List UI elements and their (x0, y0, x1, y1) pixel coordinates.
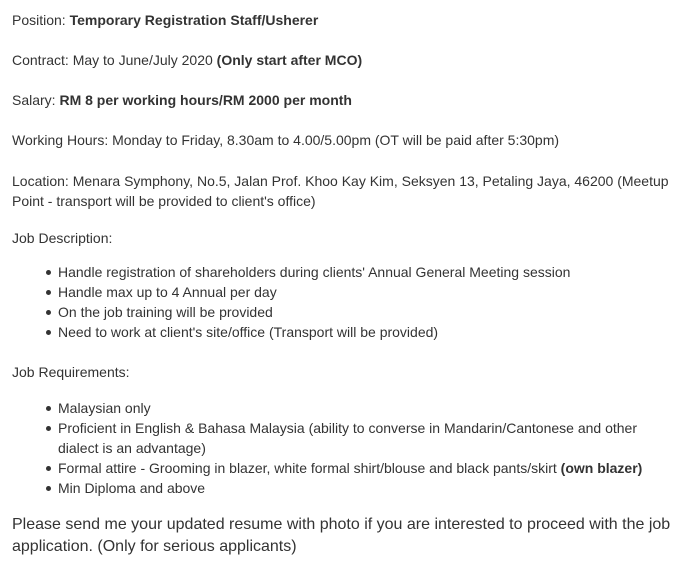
position-line (12, 10, 680, 30)
list-item: Malaysian only (58, 398, 680, 418)
location-line: Location: Menara Symphony, No.5, Jalan Prof. Khoo Kay Kim, Seksyen 13, Petaling Jaya, 46200 (Meetup Point - transport will be provided to client's office) (12, 173, 669, 209)
job-description-heading: Job Description: (12, 230, 113, 246)
contract-note: (Only start after MCO) (216, 52, 363, 68)
job-requirements-list (12, 398, 680, 498)
list-item: Need to work at client's site/office (Transport will be provided) (58, 322, 680, 342)
salary-value: RM 8 per working hours/RM 2000 per month (59, 92, 352, 108)
list-item-attire (58, 458, 680, 478)
list-item: Handle registration of shareholders during clients' Annual General Meeting session (58, 262, 680, 282)
attire-note: (own blazer) (560, 460, 643, 476)
closing-message: Please send me your updated resume with photo if you are interested to proceed with the job application. (Only for serious applicants) (12, 516, 671, 555)
salary-label: Salary: (12, 92, 60, 108)
list-item: Handle max up to 4 Annual per day (58, 282, 680, 302)
list-item: Min Diploma and above (58, 478, 680, 498)
job-description-list (12, 262, 680, 342)
job-requirements-heading: Job Requirements: (12, 364, 130, 380)
working-hours-line: Working Hours: Monday to Friday, 8.30am to 4.00/5.00pm (OT will be paid after 5:30pm) (12, 132, 560, 148)
attire-text: Formal attire - Grooming in blazer, white formal shirt/blouse and black pants/skirt (58, 460, 561, 476)
position-value: Temporary Registration Staff/Usherer (69, 12, 319, 28)
contract-line (12, 50, 680, 70)
list-item: Proficient in English & Bahasa Malaysia (ability to converse in Mandarin/Cantonese and other dialect is an advantage) (58, 418, 680, 458)
contract-label: Contract: May to June/July 2020 (12, 52, 217, 68)
position-label: Position: (12, 12, 70, 28)
salary-line (12, 90, 680, 110)
list-item: On the job training will be provided (58, 302, 680, 322)
